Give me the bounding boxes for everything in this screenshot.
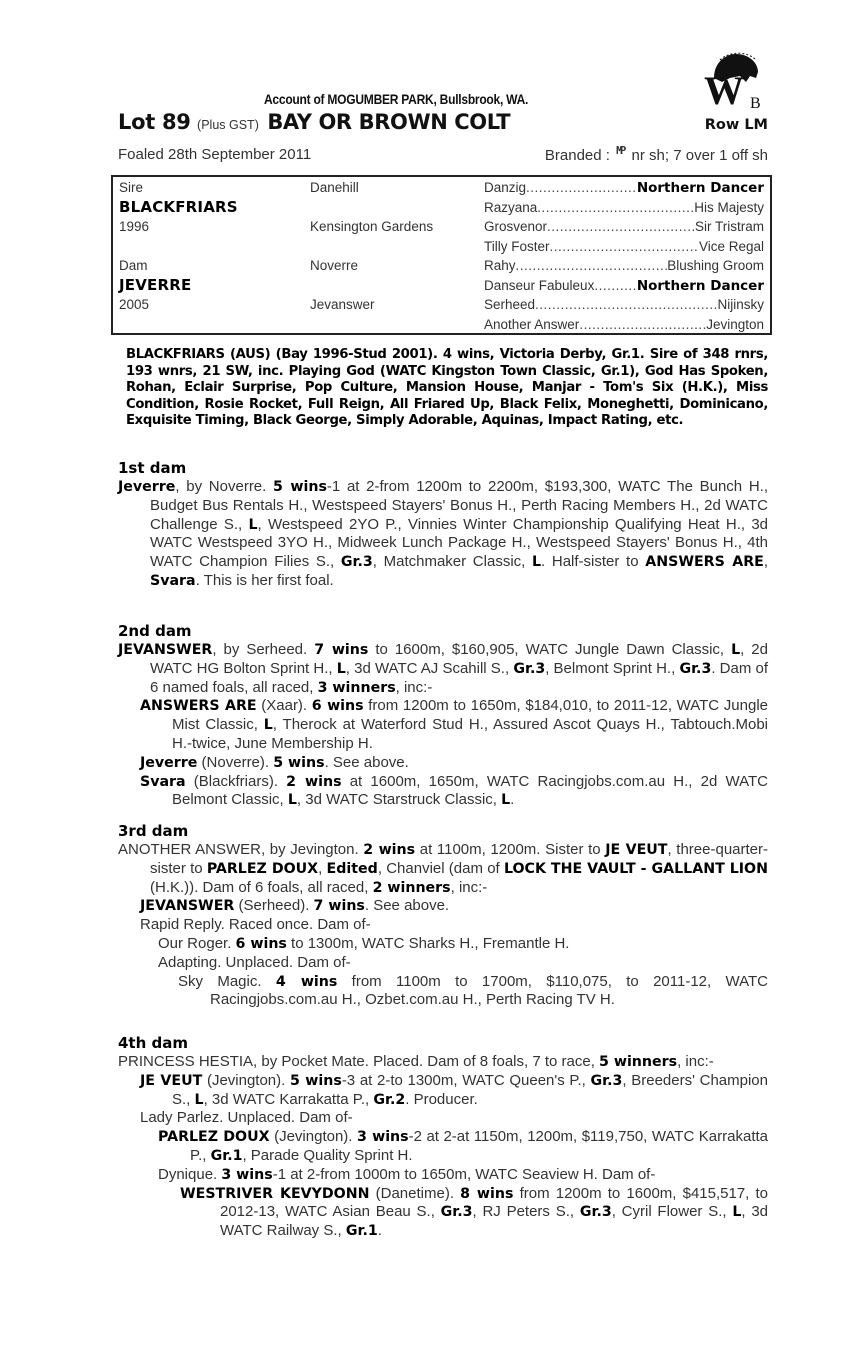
text: to 1300m, WATC Sharks H., Fremantle H. xyxy=(286,934,570,952)
pedigree-entry xyxy=(118,841,768,897)
text: . See above. xyxy=(324,753,409,771)
bold-text: 5 wins xyxy=(289,1072,342,1089)
bold-text: L xyxy=(732,1204,742,1221)
pedigree-gen3-name: Danseur Fabuleux xyxy=(484,277,595,293)
bold-text: 4 wins xyxy=(275,973,338,990)
bold-text: 5 wins xyxy=(273,479,327,495)
pedigree-row xyxy=(113,315,770,335)
bold-text: Svara xyxy=(150,572,196,589)
leader-dots xyxy=(594,278,637,293)
text: , Westspeed 2YO P., Vinnies Winter Championship Qualifying Heat H., 3d WATC Westspeed 3YO H., Midweek Lunch Package H., Westspeed Stayers' Bonus H., 4th WATC Champion Filies S., xyxy=(150,515,768,571)
brand-mark-icon: MP xyxy=(616,144,624,157)
pedigree-entry xyxy=(118,1053,768,1072)
pedigree-entry xyxy=(118,697,768,753)
text: at 1600m, 1650m, WATC Racingjobs.com.au H., 2d WATC Belmont Classic, xyxy=(172,772,768,809)
pedigree-gen3-cell xyxy=(484,239,764,254)
svg-text:B: B xyxy=(750,95,761,112)
branded-detail: nr sh; 7 over 1 off sh xyxy=(631,147,768,164)
bold-text: Gr.3 xyxy=(340,554,373,571)
text: to 1600m, $160,905, WATC Jungle Dawn Classic, xyxy=(368,641,732,658)
pedigree-gen3-cell xyxy=(484,219,764,234)
text: PRINCESS HESTIA, by Pocket Mate. Placed. Dam of 8 foals, 7 to race, xyxy=(118,1053,600,1070)
pedigree-table xyxy=(111,175,772,335)
pedigree-gen2-cell: Kensington Gardens xyxy=(310,219,434,234)
pedigree-row xyxy=(113,237,770,257)
text: -1 at 2-from 1000m to 1650m, WATC Seaview H. Dam of- xyxy=(272,1165,656,1183)
pedigree-gen4-name: Vice Regal xyxy=(698,238,764,254)
leader-dots xyxy=(579,317,706,332)
text: , 3d WATC AJ Scahill S., xyxy=(345,659,514,677)
bold-text: Gr.3 xyxy=(679,660,712,677)
text: Our Roger. xyxy=(158,934,236,952)
bold-text: Gr.3 xyxy=(579,1204,612,1221)
pedigree-row xyxy=(113,256,770,276)
bold-text: 2 winners xyxy=(372,879,451,896)
pedigree-entry xyxy=(118,478,768,591)
pedigree-gen3-name: Danzig xyxy=(484,180,527,195)
text: , Chanviel (dam of xyxy=(377,859,504,877)
pedigree-entry xyxy=(118,897,768,916)
text: (Xaar). xyxy=(256,697,312,715)
dam-section-1 xyxy=(118,459,768,591)
bold-text: Jeverre xyxy=(118,479,176,495)
pedigree-gen4-name: His Majesty xyxy=(694,199,764,215)
svg-text:W: W xyxy=(704,68,744,112)
bold-text: L xyxy=(501,792,511,809)
text: from 1200m to 1650m, $184,010, to 2011-12, WATC Jungle Mist Classic, xyxy=(172,697,768,734)
bold-text: ANSWERS ARE xyxy=(645,554,764,571)
text: -1 at 2-from 1200m to 2200m, $193,300, WATC The Bunch H., Budget Bus Rentals H., Westspeed Stayers' Bonus H., Perth Racing Members H., 2d WATC Challenge S., xyxy=(150,478,769,533)
pedigree-entry xyxy=(118,973,768,1011)
bold-text: PARLEZ DOUX xyxy=(158,1129,270,1146)
pedigree-entry xyxy=(118,916,768,935)
pedigree-gen4-name: Northern Dancer xyxy=(636,277,764,294)
bold-text: PARLEZ DOUX xyxy=(206,860,319,877)
text: , xyxy=(763,553,769,571)
text: . See above. xyxy=(364,897,450,915)
text: , Belmont Sprint H., xyxy=(545,659,680,677)
text: at 1100m, 1200m. Sister to xyxy=(415,841,606,858)
pedigree-gen3-cell xyxy=(484,258,764,273)
bold-text: LOCK THE VAULT - GALLANT LION xyxy=(503,860,768,877)
text: from 1200m to 1600m, $415,517, to 2012-13, WATC Asian Beau S., xyxy=(220,1184,768,1221)
text: (Serheed). xyxy=(234,897,314,915)
bold-text: 6 wins xyxy=(311,698,364,715)
bold-text: 5 wins xyxy=(273,754,325,771)
text: Dynique. xyxy=(158,1165,222,1183)
text: , by Noverre. xyxy=(175,478,274,495)
leader-dots xyxy=(516,258,668,273)
bold-text: 6 wins xyxy=(235,935,287,952)
section-title: 2nd dam xyxy=(118,622,192,640)
text: , Matchmaker Classic, xyxy=(372,553,532,571)
pedigree-gen3-cell xyxy=(484,317,764,332)
text: (Jevington). xyxy=(202,1071,290,1089)
pedigree-gen3-name: Another Answer xyxy=(484,316,580,332)
text: . xyxy=(377,1222,382,1240)
pedigree-gen3-cell xyxy=(484,180,764,196)
text: -3 at 2-to 1300m, WATC Queen's P., xyxy=(341,1071,591,1089)
vendor-account: Account of MOGUMBER PARK, Bullsbrook, WA. xyxy=(264,91,529,107)
text: , Cyril Flower S., xyxy=(611,1203,733,1221)
text: , three-quarter-sister to xyxy=(150,841,768,877)
gst-note: (Plus GST) xyxy=(197,118,259,132)
pedigree-entry xyxy=(118,1166,768,1185)
lot-description: BAY OR BROWN COLT xyxy=(267,110,511,134)
bold-text: ANSWERS ARE xyxy=(140,698,257,715)
pedigree-entry xyxy=(118,1185,768,1241)
bold-text: JEVANSWER xyxy=(140,898,235,915)
pedigree-row xyxy=(113,178,770,198)
text: , RJ Peters S., xyxy=(472,1203,580,1221)
pedigree-gen4-name: Northern Dancer xyxy=(636,180,764,196)
bold-text: 5 winners xyxy=(599,1054,678,1070)
bold-text: Jeverre xyxy=(140,754,198,771)
text: Adapting. Unplaced. Dam of- xyxy=(158,953,351,971)
section-title: 3rd dam xyxy=(118,822,189,840)
bold-text: L xyxy=(336,660,346,677)
text: Rapid Reply. Raced once. Dam of- xyxy=(140,916,371,934)
bold-text: 8 wins xyxy=(460,1185,514,1202)
pedigree-entry xyxy=(118,1072,768,1110)
bold-text: L xyxy=(731,642,741,658)
text: , inc:- xyxy=(450,878,488,896)
pedigree-gen1-cell: Sire xyxy=(119,180,144,195)
pedigree-entry xyxy=(118,754,768,773)
text: . Dam of 6 named foals, all raced, xyxy=(150,659,769,696)
text: -2 at 2-at 1150m, 1200m, $119,750, WATC Karrakatta P., xyxy=(190,1128,768,1164)
text: from 1100m to 1700m, $110,075, to 2011-12, WATC Racingjobs.com.au H., Ozbet.com.au H., Perth Racing TV H. xyxy=(210,972,768,1009)
pedigree-gen3-name: Razyana xyxy=(484,199,538,215)
pedigree-row xyxy=(113,295,770,315)
pedigree-gen4-name: Blushing Groom xyxy=(667,258,764,273)
pedigree-entry xyxy=(118,954,768,973)
wb-logo-icon xyxy=(700,48,768,112)
pedigree-gen4-name: Sir Tristram xyxy=(695,219,764,234)
bold-text: Gr.1 xyxy=(345,1223,378,1240)
pedigree-row xyxy=(113,198,770,218)
bold-text: 3 winners xyxy=(317,679,396,696)
bold-text: Edited xyxy=(326,860,378,877)
bold-text: Gr.3 xyxy=(440,1204,473,1221)
pedigree-entry xyxy=(118,935,768,954)
pedigree-gen3-cell xyxy=(484,297,764,312)
pedigree-gen2-cell: Noverre xyxy=(310,258,359,273)
text: (Jevington). xyxy=(269,1128,357,1146)
text: . Producer. xyxy=(405,1090,478,1108)
bold-text: 7 wins xyxy=(314,642,369,658)
pedigree-gen1-cell: JEVERRE xyxy=(119,275,192,294)
text: , 3d WATC Karrakatta P., xyxy=(203,1090,374,1108)
sire-summary: BLACKFRIARS (AUS) (Bay 1996-Stud 2001). 4 wins, Victoria Derby, Gr.1. Sire of 348 rnrs, 193 wnrs, 21 SW, inc. Playing God (WATC Kingston Town Classic, Gr.1), God Has Spoken, Rohan, Eclair Surprise, Pop Culture, Mansion House, Manjar - Tom's Six (H.K.), Miss Condition, Rosie Rocket, Full Reign, All Friared Up, Black Felix, Moneghetti, Dominicano, Exquisite Timing, Black George, Simply Adorable, Aquinas, Impact Rating, etc. xyxy=(126,347,768,428)
pedigree-gen1-cell: Dam xyxy=(119,258,148,273)
pedigree-gen4-name: Nijinsky xyxy=(717,297,764,312)
branded-info xyxy=(545,144,768,164)
pedigree-gen3-name: Serheed xyxy=(484,297,536,312)
row-label: Row LM xyxy=(704,117,768,133)
dam-section-3 xyxy=(118,822,768,1010)
leader-dots xyxy=(550,239,699,254)
text: , inc:- xyxy=(395,678,433,696)
text: , Parade Quality Sprint H. xyxy=(242,1146,413,1164)
bold-text: 3 wins xyxy=(356,1129,409,1146)
pedigree-gen3-cell xyxy=(484,200,764,215)
bold-text: JEVANSWER xyxy=(118,642,213,658)
text: , by Serheed. xyxy=(212,641,315,658)
text: . This is her first foal. xyxy=(195,571,334,589)
lot-number: Lot 89 xyxy=(118,110,191,134)
text: (Noverre). xyxy=(197,753,274,771)
bold-text: 7 wins xyxy=(313,898,365,915)
dam-section-2 xyxy=(118,622,768,810)
text: , 2d WATC HG Bolton Sprint H., xyxy=(150,641,768,677)
pedigree-gen4-name: Jevington xyxy=(706,316,764,332)
bold-text: 3 wins xyxy=(221,1166,273,1183)
bold-text: Gr.1 xyxy=(210,1147,243,1164)
pedigree-gen3-name: Rahy xyxy=(484,258,516,273)
pedigree-gen3-name: Tilly Foster xyxy=(484,238,550,254)
text: ANOTHER ANSWER, by Jevington. xyxy=(118,841,364,858)
text: (Blackfriars). xyxy=(185,772,287,790)
pedigree-gen3-cell xyxy=(484,278,764,294)
bold-text: 2 wins xyxy=(363,842,416,858)
text: Sky Magic. xyxy=(178,972,276,990)
text: . Half-sister to xyxy=(541,553,646,571)
bold-text: 2 wins xyxy=(286,773,342,790)
bold-text: JE VEUT xyxy=(140,1072,203,1089)
text: (Danetime). xyxy=(369,1184,461,1202)
bold-text: JE VEUT xyxy=(605,842,668,858)
pedigree-gen1-cell: BLACKFRIARS xyxy=(119,197,238,216)
pedigree-entry xyxy=(118,773,768,811)
pedigree-gen2-cell: Jevanswer xyxy=(310,297,375,312)
leader-dots xyxy=(537,200,694,215)
text: . xyxy=(510,791,515,809)
bold-text: L xyxy=(263,717,273,734)
text: , inc:- xyxy=(677,1053,714,1070)
bold-text: Gr.2 xyxy=(373,1091,406,1108)
text: , 3d WATC Starstruck Classic, xyxy=(296,791,502,809)
pedigree-gen1-cell: 2005 xyxy=(119,297,150,312)
pedigree-gen1-cell: 1996 xyxy=(119,219,150,234)
bold-text: L xyxy=(287,792,297,809)
section-title: 1st dam xyxy=(118,459,187,477)
pedigree-entry xyxy=(118,1109,768,1128)
branded-label: Branded : xyxy=(544,147,610,164)
pedigree-row xyxy=(113,217,770,237)
bold-text: Gr.3 xyxy=(513,660,546,677)
bold-text: L xyxy=(194,1091,204,1108)
bold-text: Svara xyxy=(140,773,186,790)
dam-section-4 xyxy=(118,1034,768,1241)
leader-dots xyxy=(547,219,695,234)
text: Lady Parlez. Unplaced. Dam of- xyxy=(140,1109,353,1127)
foaled-date: Foaled 28th September 2011 xyxy=(118,146,312,163)
bold-text: WESTRIVER KEVYDONN xyxy=(180,1185,370,1202)
pedigree-entry xyxy=(118,1128,768,1166)
bold-text: L xyxy=(248,516,258,533)
pedigree-entry xyxy=(118,641,768,697)
bold-text: Gr.3 xyxy=(590,1072,623,1089)
leader-dots xyxy=(526,180,637,195)
pedigree-row xyxy=(113,276,770,296)
text: (H.K.)). Dam of 6 foals, all raced, xyxy=(150,878,373,896)
pedigree-gen3-name: Grosvenor xyxy=(484,219,548,234)
text: , 3d WATC Railway S., xyxy=(220,1203,768,1240)
section-title: 4th dam xyxy=(118,1034,188,1052)
bold-text: L xyxy=(532,554,542,571)
text: , Therock at Waterford Stud H., Assured Ascot Quays H., Tabtouch.Mobi H.-twice, June Membership H. xyxy=(172,716,769,752)
lot-heading xyxy=(118,110,510,134)
text: , Breeders' Champion S., xyxy=(172,1071,768,1108)
text: , xyxy=(318,859,327,877)
leader-dots xyxy=(535,297,717,312)
pedigree-gen2-cell: Danehill xyxy=(310,180,359,195)
